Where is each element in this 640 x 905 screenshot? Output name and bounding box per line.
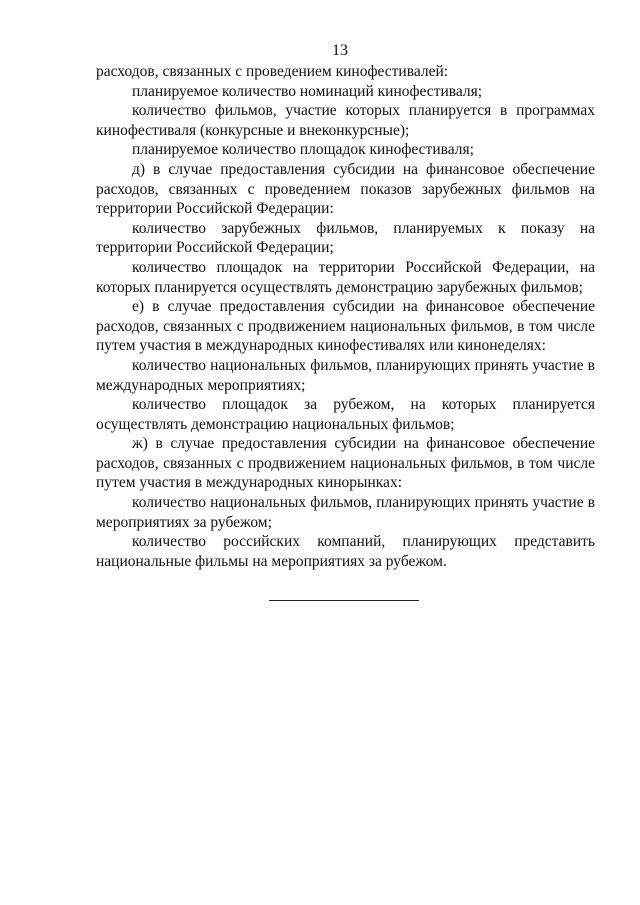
- paragraph-continuation: расходов, связанных с проведением кинофестивалей:: [96, 63, 449, 80]
- paragraph-national-films-festivals: количество национальных фильмов, планирующих принять участие в международных мероприятиях;: [96, 356, 595, 394]
- paragraph-item-e: е) в случае предоставления субсидии на финансовое обеспечение расходов, связанных с продвижением национальных фильмов, в том числе путем участия в международных кинофестивалях или кинонеделях:: [96, 298, 595, 355]
- paragraph-item-zh: ж) в случае предоставления субсидии на финансовое обеспечение расходов, связанных с продвижением национальных фильмов, в том числе путем участия в международных кинорынках:: [96, 435, 595, 492]
- paragraph-russian-venues-count: количество площадок на территории Российской Федерации, на которых планируется осуществлять демонстрацию зарубежных фильмов;: [96, 258, 595, 296]
- paragraph-russian-companies-count: количество российских компаний, планирующих представить национальные фильмы на мероприятиях за рубежом.: [96, 533, 595, 570]
- paragraph-foreign-venues-count: количество площадок за рубежом, на которых планируется осуществлять демонстрацию национальных фильмов;: [96, 396, 595, 433]
- document-body: [96, 62, 595, 571]
- paragraph-venues-count: планируемое количество площадок кинофестиваля;: [132, 141, 474, 159]
- paragraph-nominations-count: планируемое количество номинаций кинофестиваля;: [132, 82, 483, 100]
- paragraph-films-count: количество фильмов, участие которых планируется в программах кинофестиваля (конкурсные и внеконкурсные);: [96, 102, 595, 139]
- paragraph-foreign-films-count: количество зарубежных фильмов, планируемых к показу на территории Российской Федерации;: [96, 219, 595, 257]
- page-number: 13: [332, 42, 348, 59]
- closing-divider-line: [269, 600, 419, 601]
- paragraph-national-films-markets: количество национальных фильмов, планирующих принять участие в мероприятиях за рубежом;: [96, 494, 595, 531]
- paragraph-item-d: д) в случае предоставления субсидии на финансовое обеспечение расходов, связанных с проведением показов зарубежных фильмов на территории Российской Федерации:: [96, 160, 595, 218]
